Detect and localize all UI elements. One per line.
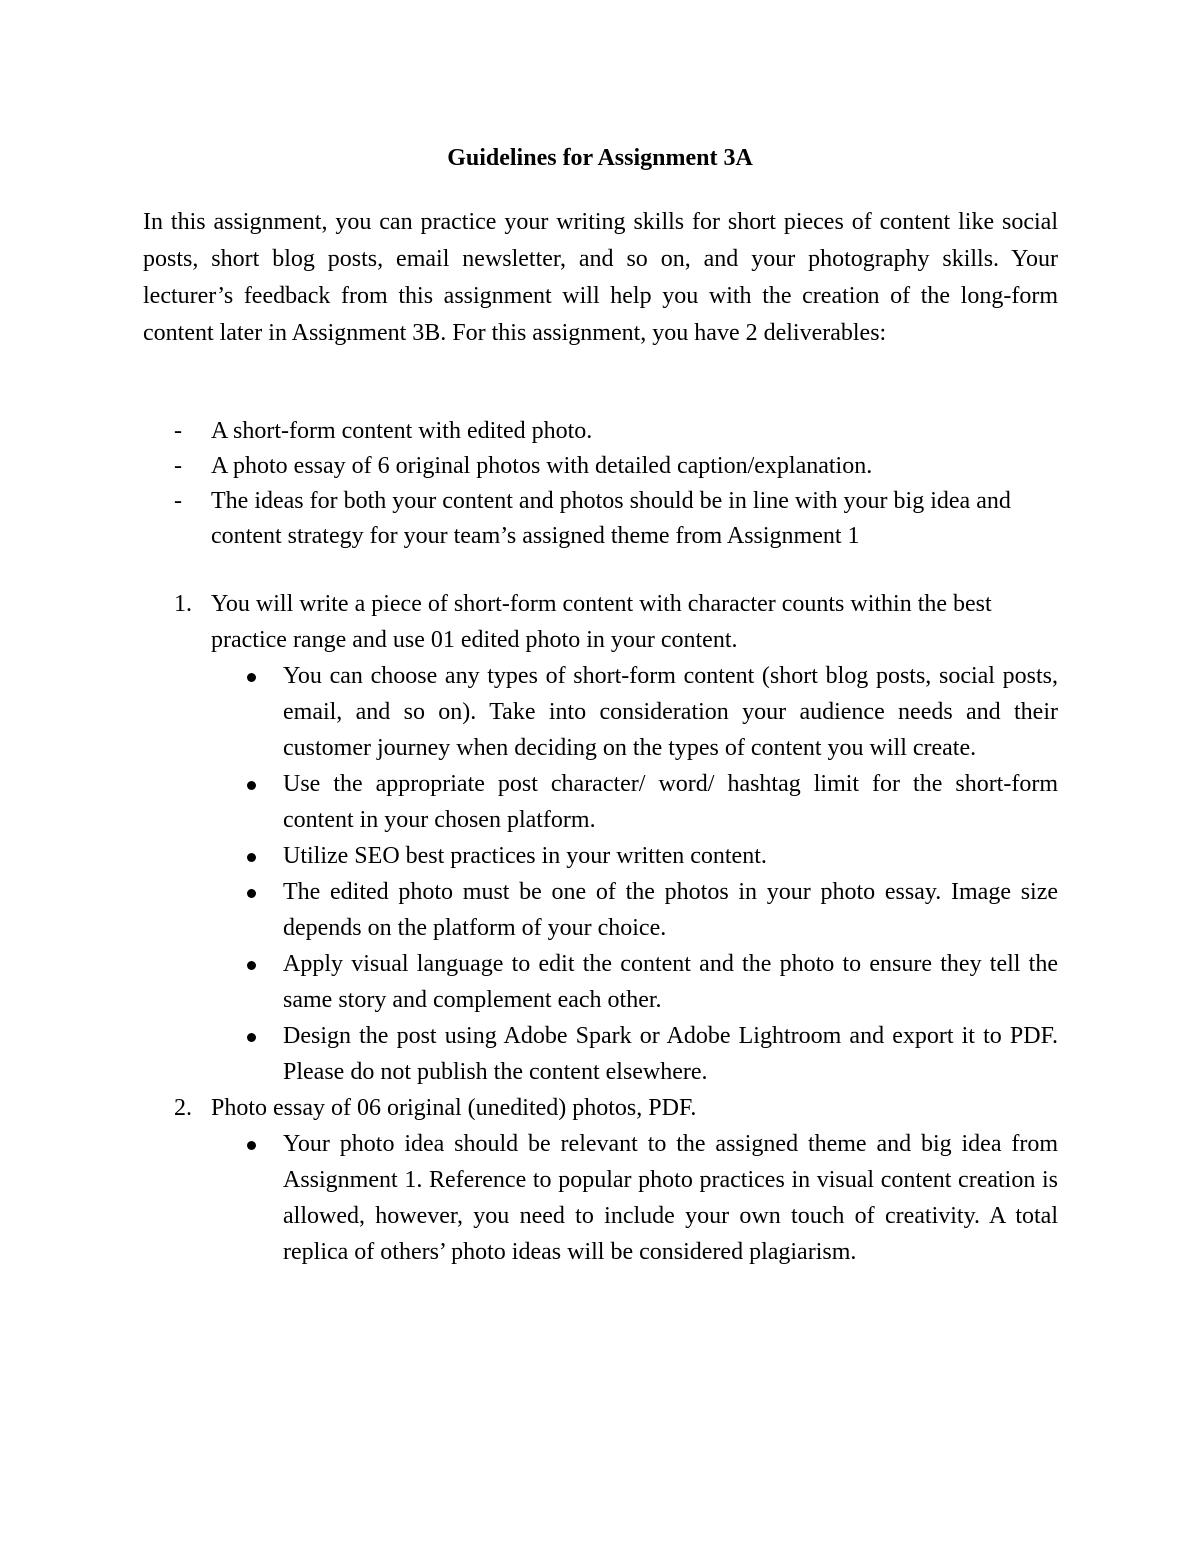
task-bullets: [211, 1126, 1058, 1270]
bullet-item: [211, 1018, 1058, 1090]
bullet-text: Apply visual language to edit the content and the photo to ensure they tell the same story and complement each other.: [283, 951, 1058, 1013]
bullet-item: [211, 874, 1058, 946]
bullet-text: Your photo idea should be relevant to the assigned theme and big idea from Assignment 1. Reference to popular photo practices in visual content creation is allowed, however, you need to include your own touch of creativity. A total replica of others’ photo ideas will be considered plagiarism.: [283, 1131, 1058, 1265]
bullet-text: Utilize SEO best practices in your written content.: [283, 843, 767, 869]
document-title: Guidelines for Assignment 3A: [447, 145, 753, 171]
list-item-text: The ideas for both your content and photos should be in line with your big idea and content strategy for your team’s assigned theme from Assignment 1: [211, 488, 1011, 549]
bullet-item: [211, 766, 1058, 838]
list-item-text: A photo essay of 6 original photos with detailed caption/explanation.: [211, 453, 873, 479]
task-item: [143, 586, 1058, 1090]
bullet-icon: [247, 1141, 256, 1150]
dash-marker: -: [174, 453, 182, 479]
bullet-icon: [247, 673, 256, 682]
bullet-icon: [247, 781, 256, 790]
bullet-icon: [247, 961, 256, 970]
bullet-item: [211, 658, 1058, 766]
task-number: 1.: [174, 591, 192, 617]
list-item: [143, 449, 1058, 484]
task-item: [143, 1090, 1058, 1270]
intro-paragraph: In this assignment, you can practice your writing skills for short pieces of content like social posts, short blog posts, email newsletter, and so on, and your photography skills. Your lecturer’s feedback from this assignment will help you with the creation of the long-form content later in Assignment 3B. For this assignment, you have 2 deliverables:: [143, 209, 1058, 346]
bullet-icon: [247, 1033, 256, 1042]
bullet-text: You can choose any types of short-form content (short blog posts, social posts, email, and so on). Take into consideration your audience needs and their customer journey when deciding on the types of content you will create.: [283, 663, 1058, 761]
bullet-icon: [247, 889, 256, 898]
task-text: You will write a piece of short-form content with character counts within the best practice range and use 01 edited photo in your content.: [211, 591, 992, 653]
list-item-text: A short-form content with edited photo.: [211, 418, 593, 444]
task-bullets: [211, 658, 1058, 1090]
bullet-item: [211, 838, 1058, 874]
dash-marker: -: [174, 418, 182, 444]
bullet-icon: [247, 853, 256, 862]
tasks-list: [143, 586, 1058, 1270]
deliverables-list: [143, 414, 1058, 554]
list-item: [143, 484, 1058, 554]
dash-marker: -: [174, 488, 182, 514]
list-item: [143, 414, 1058, 449]
bullet-item: [211, 1126, 1058, 1270]
bullet-text: Design the post using Adobe Spark or Adobe Lightroom and export it to PDF. Please do not publish the content elsewhere.: [283, 1023, 1058, 1085]
bullet-text: The edited photo must be one of the photos in your photo essay. Image size depends on the platform of your choice.: [283, 879, 1058, 941]
task-number: 2.: [174, 1095, 192, 1121]
task-text: Photo essay of 06 original (unedited) photos, PDF.: [211, 1095, 697, 1121]
bullet-text: Use the appropriate post character/ word/ hashtag limit for the short-form content in your chosen platform.: [283, 771, 1058, 833]
bullet-item: [211, 946, 1058, 1018]
